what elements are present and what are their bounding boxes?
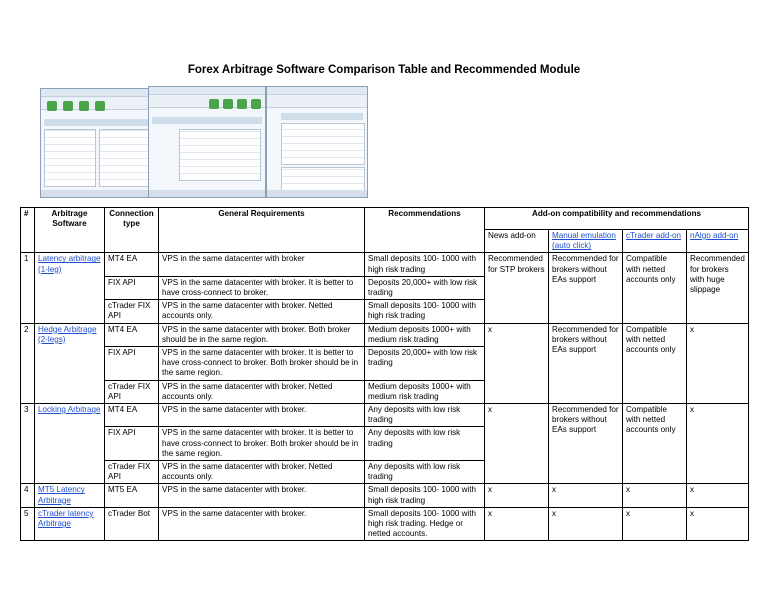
header-connection: Connection type bbox=[105, 208, 159, 253]
connection-type: MT4 EA bbox=[105, 323, 159, 346]
header-nalgo-addon[interactable] bbox=[687, 230, 749, 253]
software-link-mt5[interactable]: MT5 Latency Arbitrage bbox=[38, 485, 85, 505]
table-row bbox=[21, 484, 749, 507]
screenshot-window-2 bbox=[148, 86, 266, 198]
news-addon-value: x bbox=[485, 404, 549, 484]
software-cell[interactable] bbox=[35, 507, 105, 541]
connection-type: cTrader FIX API bbox=[105, 300, 159, 323]
connection-type: FIX API bbox=[105, 427, 159, 461]
requirements: VPS in the same datacenter with broker bbox=[159, 253, 365, 276]
comparison-table bbox=[20, 207, 749, 541]
news-addon-value: x bbox=[485, 323, 549, 403]
connection-type: cTrader Bot bbox=[105, 507, 159, 541]
recommendation: Small deposits 100- 1000 with high risk trading bbox=[365, 253, 485, 276]
news-addon-value: x bbox=[485, 507, 549, 541]
table-row bbox=[21, 323, 749, 346]
row-number: 3 bbox=[21, 404, 35, 484]
requirements: VPS in the same datacenter with broker. It is better to have cross-connect to broker. Both broker should be in the same region. bbox=[159, 427, 365, 461]
nalgo-addon-value: x bbox=[687, 323, 749, 403]
nalgo-addon-value: x bbox=[687, 484, 749, 507]
ctrader-addon-value: x bbox=[623, 507, 687, 541]
row-number: 4 bbox=[21, 484, 35, 507]
software-cell[interactable] bbox=[35, 484, 105, 507]
software-link-ctrader[interactable]: cTrader latency Arbitrage bbox=[38, 508, 94, 529]
ctrader-addon-value: x bbox=[623, 484, 687, 507]
ctrader-addon-value: Compatible with netted accounts only bbox=[623, 404, 687, 484]
recommendation: Small deposits 100- 1000 with high risk trading bbox=[365, 300, 485, 323]
requirements: VPS in the same datacenter with broker. Netted accounts only. bbox=[159, 380, 365, 403]
requirements: VPS in the same datacenter with broker. bbox=[159, 404, 365, 427]
ctrader-addon-value: Compatible with netted accounts only bbox=[623, 323, 687, 403]
screenshot-window-1 bbox=[40, 88, 156, 198]
recommendation: Small deposits 100- 1000 with high risk trading bbox=[365, 484, 485, 507]
recommendation: Deposits 20,000+ with low risk trading bbox=[365, 276, 485, 299]
ctrader-addon-value: Compatible with netted accounts only bbox=[623, 253, 687, 323]
ctrader-addon-link[interactable]: cTrader add-on bbox=[626, 231, 682, 240]
table-row bbox=[21, 404, 749, 427]
news-addon-value: Recommended for STP brokers bbox=[485, 253, 549, 323]
recommendation: Small deposits 100- 1000 with high risk trading. Hedge or netted accounts. bbox=[365, 507, 485, 541]
manual-addon-value: x bbox=[549, 507, 623, 541]
software-link-hedge[interactable]: Hedge Arbitrage (2-legs) bbox=[38, 324, 97, 344]
header-manual-addon[interactable] bbox=[549, 230, 623, 253]
software-cell[interactable] bbox=[35, 253, 105, 323]
screenshot-window-3 bbox=[266, 86, 368, 198]
header-requirements: General Requirements bbox=[159, 208, 365, 253]
header-num: # bbox=[21, 208, 35, 253]
requirements: VPS in the same datacenter with broker. Both broker should be in the same region. bbox=[159, 323, 365, 346]
recommendation: Any deposits with low risk trading bbox=[365, 404, 485, 427]
requirements: VPS in the same datacenter with broker. bbox=[159, 507, 365, 541]
recommendation: Medium deposits 1000+ with medium risk trading bbox=[365, 323, 485, 346]
table-row bbox=[21, 253, 749, 276]
row-number: 5 bbox=[21, 507, 35, 541]
requirements: VPS in the same datacenter with broker. Netted accounts only. bbox=[159, 300, 365, 323]
connection-type: cTrader FIX API bbox=[105, 461, 159, 484]
row-number: 1 bbox=[21, 253, 35, 323]
nalgo-addon-value: x bbox=[687, 404, 749, 484]
nalgo-addon-value: Recommended for brokers with huge slippage bbox=[687, 253, 749, 323]
recommendation: Medium deposits 1000+ with medium risk trading bbox=[365, 380, 485, 403]
manual-addon-value: Recommended for brokers without EAs support bbox=[549, 323, 623, 403]
software-cell[interactable] bbox=[35, 404, 105, 484]
header-software: Arbitrage Software bbox=[35, 208, 105, 253]
recommendation: Deposits 20,000+ with low risk trading bbox=[365, 347, 485, 381]
page-title: Forex Arbitrage Software Comparison Table and Recommended Module bbox=[187, 64, 581, 76]
software-link-latency[interactable]: Latency arbitrage (1-leg) bbox=[38, 254, 101, 274]
news-addon-value: x bbox=[485, 484, 549, 507]
recommendation: Any deposits with low risk trading bbox=[365, 427, 485, 461]
software-cell[interactable] bbox=[35, 323, 105, 403]
requirements: VPS in the same datacenter with broker. bbox=[159, 484, 365, 507]
connection-type: MT4 EA bbox=[105, 253, 159, 276]
manual-addon-value: x bbox=[549, 484, 623, 507]
requirements: VPS in the same datacenter with broker. Netted accounts only. bbox=[159, 461, 365, 484]
table-row bbox=[21, 507, 749, 541]
connection-type: MT5 EA bbox=[105, 484, 159, 507]
manual-emulation-link[interactable]: Manual emulation (auto click) bbox=[552, 231, 616, 251]
connection-type: cTrader FIX API bbox=[105, 380, 159, 403]
software-link-locking[interactable]: Locking Arbitrage bbox=[38, 405, 101, 415]
row-number: 2 bbox=[21, 323, 35, 403]
header-news-addon: News add-on bbox=[485, 230, 549, 253]
header-recommendations: Recommendations bbox=[365, 208, 485, 253]
nalgo-addon-link[interactable]: nAlgo add-on bbox=[690, 231, 739, 240]
requirements: VPS in the same datacenter with broker. It is better to have cross-connect to broker. bbox=[159, 276, 365, 299]
header-ctrader-addon[interactable] bbox=[623, 230, 687, 253]
connection-type: FIX API bbox=[105, 347, 159, 381]
recommendation: Any deposits with low risk trading bbox=[365, 461, 485, 484]
requirements: VPS in the same datacenter with broker. It is better to have cross-connect to broker. Both broker should be in the same region. bbox=[159, 347, 365, 381]
manual-addon-value: Recommended for brokers without EAs support bbox=[549, 404, 623, 484]
connection-type: MT4 EA bbox=[105, 404, 159, 427]
manual-addon-value: Recommended for brokers without EAs support bbox=[549, 253, 623, 323]
header-addons: Add-on compatibility and recommendations bbox=[485, 208, 749, 230]
connection-type: FIX API bbox=[105, 276, 159, 299]
nalgo-addon-value: x bbox=[687, 507, 749, 541]
software-screenshots bbox=[0, 0, 768, 200]
